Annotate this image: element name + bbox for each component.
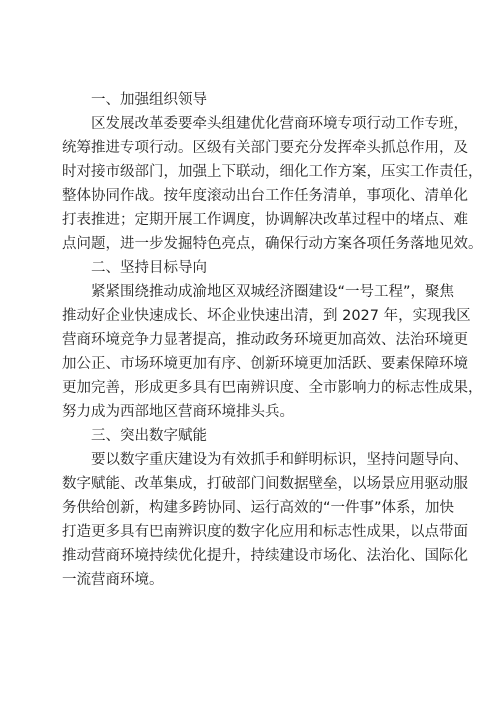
paragraph-line: 整体协同作战。按年度滚动出台工作任务清单，事项化、清单化 (62, 188, 468, 204)
section-heading-2: 二、坚持目标导向 (91, 260, 207, 276)
section-heading-1: 一、加强组织领导 (91, 92, 207, 108)
paragraph-line: 点问题，进一步发掘特色亮点，确保行动方案各项任务落地见效。 (62, 236, 483, 252)
section-paragraph-1 (62, 112, 483, 256)
document-body (62, 88, 483, 592)
section-heading-3: 三、突出数字赋能 (91, 428, 207, 444)
paragraph-line: 区发展改革委要牵头组建优化营商环境专项行动工作专班， (91, 116, 468, 132)
section-paragraph-3 (62, 448, 468, 592)
paragraph-line: 统筹推进专项行动。区级有关部门要充分发挥牵头抓总作用，及 (62, 140, 468, 156)
paragraph-line: 营商环境竞争力显著提高，推动政务环境更加高效、法治环境更 (62, 332, 468, 348)
paragraph-line: 加公正、市场环境更加有序、创新环境更加活跃、要素保障环境 (62, 356, 468, 372)
paragraph-line: 推动营商环境持续优化提升，持续建设市场化、法治化、国际化 (62, 548, 468, 564)
paragraph-line: 务供给创新，构建多跨协同、运行高效的“一件事”体系，加快 (62, 500, 455, 516)
paragraph-line: 推动好企业快速成长、坏企业快速出清，到 2027 年，实现我区 (62, 308, 471, 324)
paragraph-line: 努力成为西部地区营商环境排头兵。 (62, 404, 294, 420)
paragraph-line: 打表推进；定期开展工作调度，协调解决改革过程中的堵点、难 (62, 212, 468, 228)
paragraph-line: 更加完善，形成更多具有巴南辨识度、全市影响力的标志性成果， (62, 380, 483, 396)
paragraph-line: 要以数字重庆建设为有效抓手和鲜明标识，坚持问题导向、 (91, 452, 468, 468)
paragraph-line: 打造更多具有巴南辨识度的数字化应用和标志性成果，以点带面 (62, 524, 468, 540)
paragraph-line: 时对接市级部门，加强上下联动，细化工作方案，压实工作责任， (62, 164, 483, 180)
paragraph-line: 数字赋能、改革集成，打破部门间数据壁垒，以场景应用驱动服 (62, 476, 468, 492)
paragraph-line: 紧紧围绕推动成渝地区双城经济圈建设“一号工程”，聚焦 (91, 284, 455, 300)
paragraph-line: 一流营商环境。 (62, 572, 164, 588)
section-paragraph-2 (62, 280, 483, 424)
